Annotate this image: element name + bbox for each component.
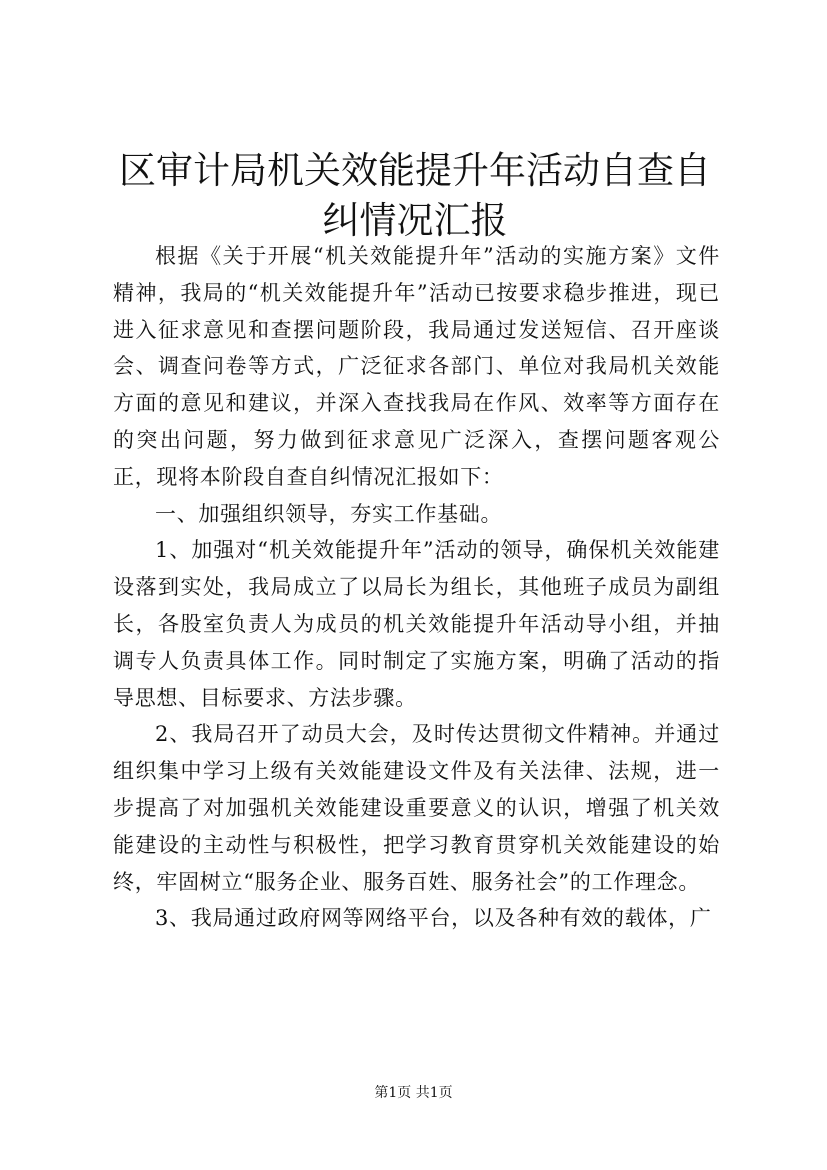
document-body — [113, 238, 720, 937]
paragraph-intro: 根据《关于开展“机关效能提升年”活动的实施方案》文件精神，我局的“机关效能提升年”活动已按要求稳步推进，现已进入征求意见和查摆问题阶段，我局通过发送短信、召开座谈会、调查问卷等方式，广泛征求各部门、单位对我局机关效能方面的意见和建议，并深入查找我局在作风、效率等方面存在的突出问题，努力做到征求意见广泛深入，查摆问题客观公正，现将本阶段自查自纠情况汇报如下： — [113, 244, 720, 489]
paragraph-item-2: 2、我局召开了动员大会，及时传达贯彻文件精神。并通过组织集中学习上级有关效能建设文件及有关法律、法规，进一步提高了对加强机关效能建设重要意义的认识，增强了机关效能建设的主动性与积极性，把学习教育贯穿机关效能建设的始终，牢固树立“服务企业、服务百姓、服务社会”的工作理念。 — [113, 722, 720, 894]
document-title: 区审计局机关效能提升年活动自查自纠情况汇报 — [119, 149, 711, 242]
paragraph-item-1: 1、加强对“机关效能提升年”活动的领导，确保机关效能建设落到实处，我局成立了以局长为组长，其他班子成员为副组长，各股室负责人为成员的机关效能提升年活动导小组，并抽调专人负责具体工作。同时制定了实施方案，明确了活动的指导思想、目标要求、方法步骤。 — [113, 538, 720, 710]
page-footer: 第1页 共1页 — [374, 1085, 453, 1101]
paragraph-section-heading: 一、加强组织领导，夯实工作基础。 — [155, 501, 503, 526]
paragraph-item-3: 3、我局通过政府网等网络平台，以及各种有效的载体，广 — [155, 906, 712, 931]
